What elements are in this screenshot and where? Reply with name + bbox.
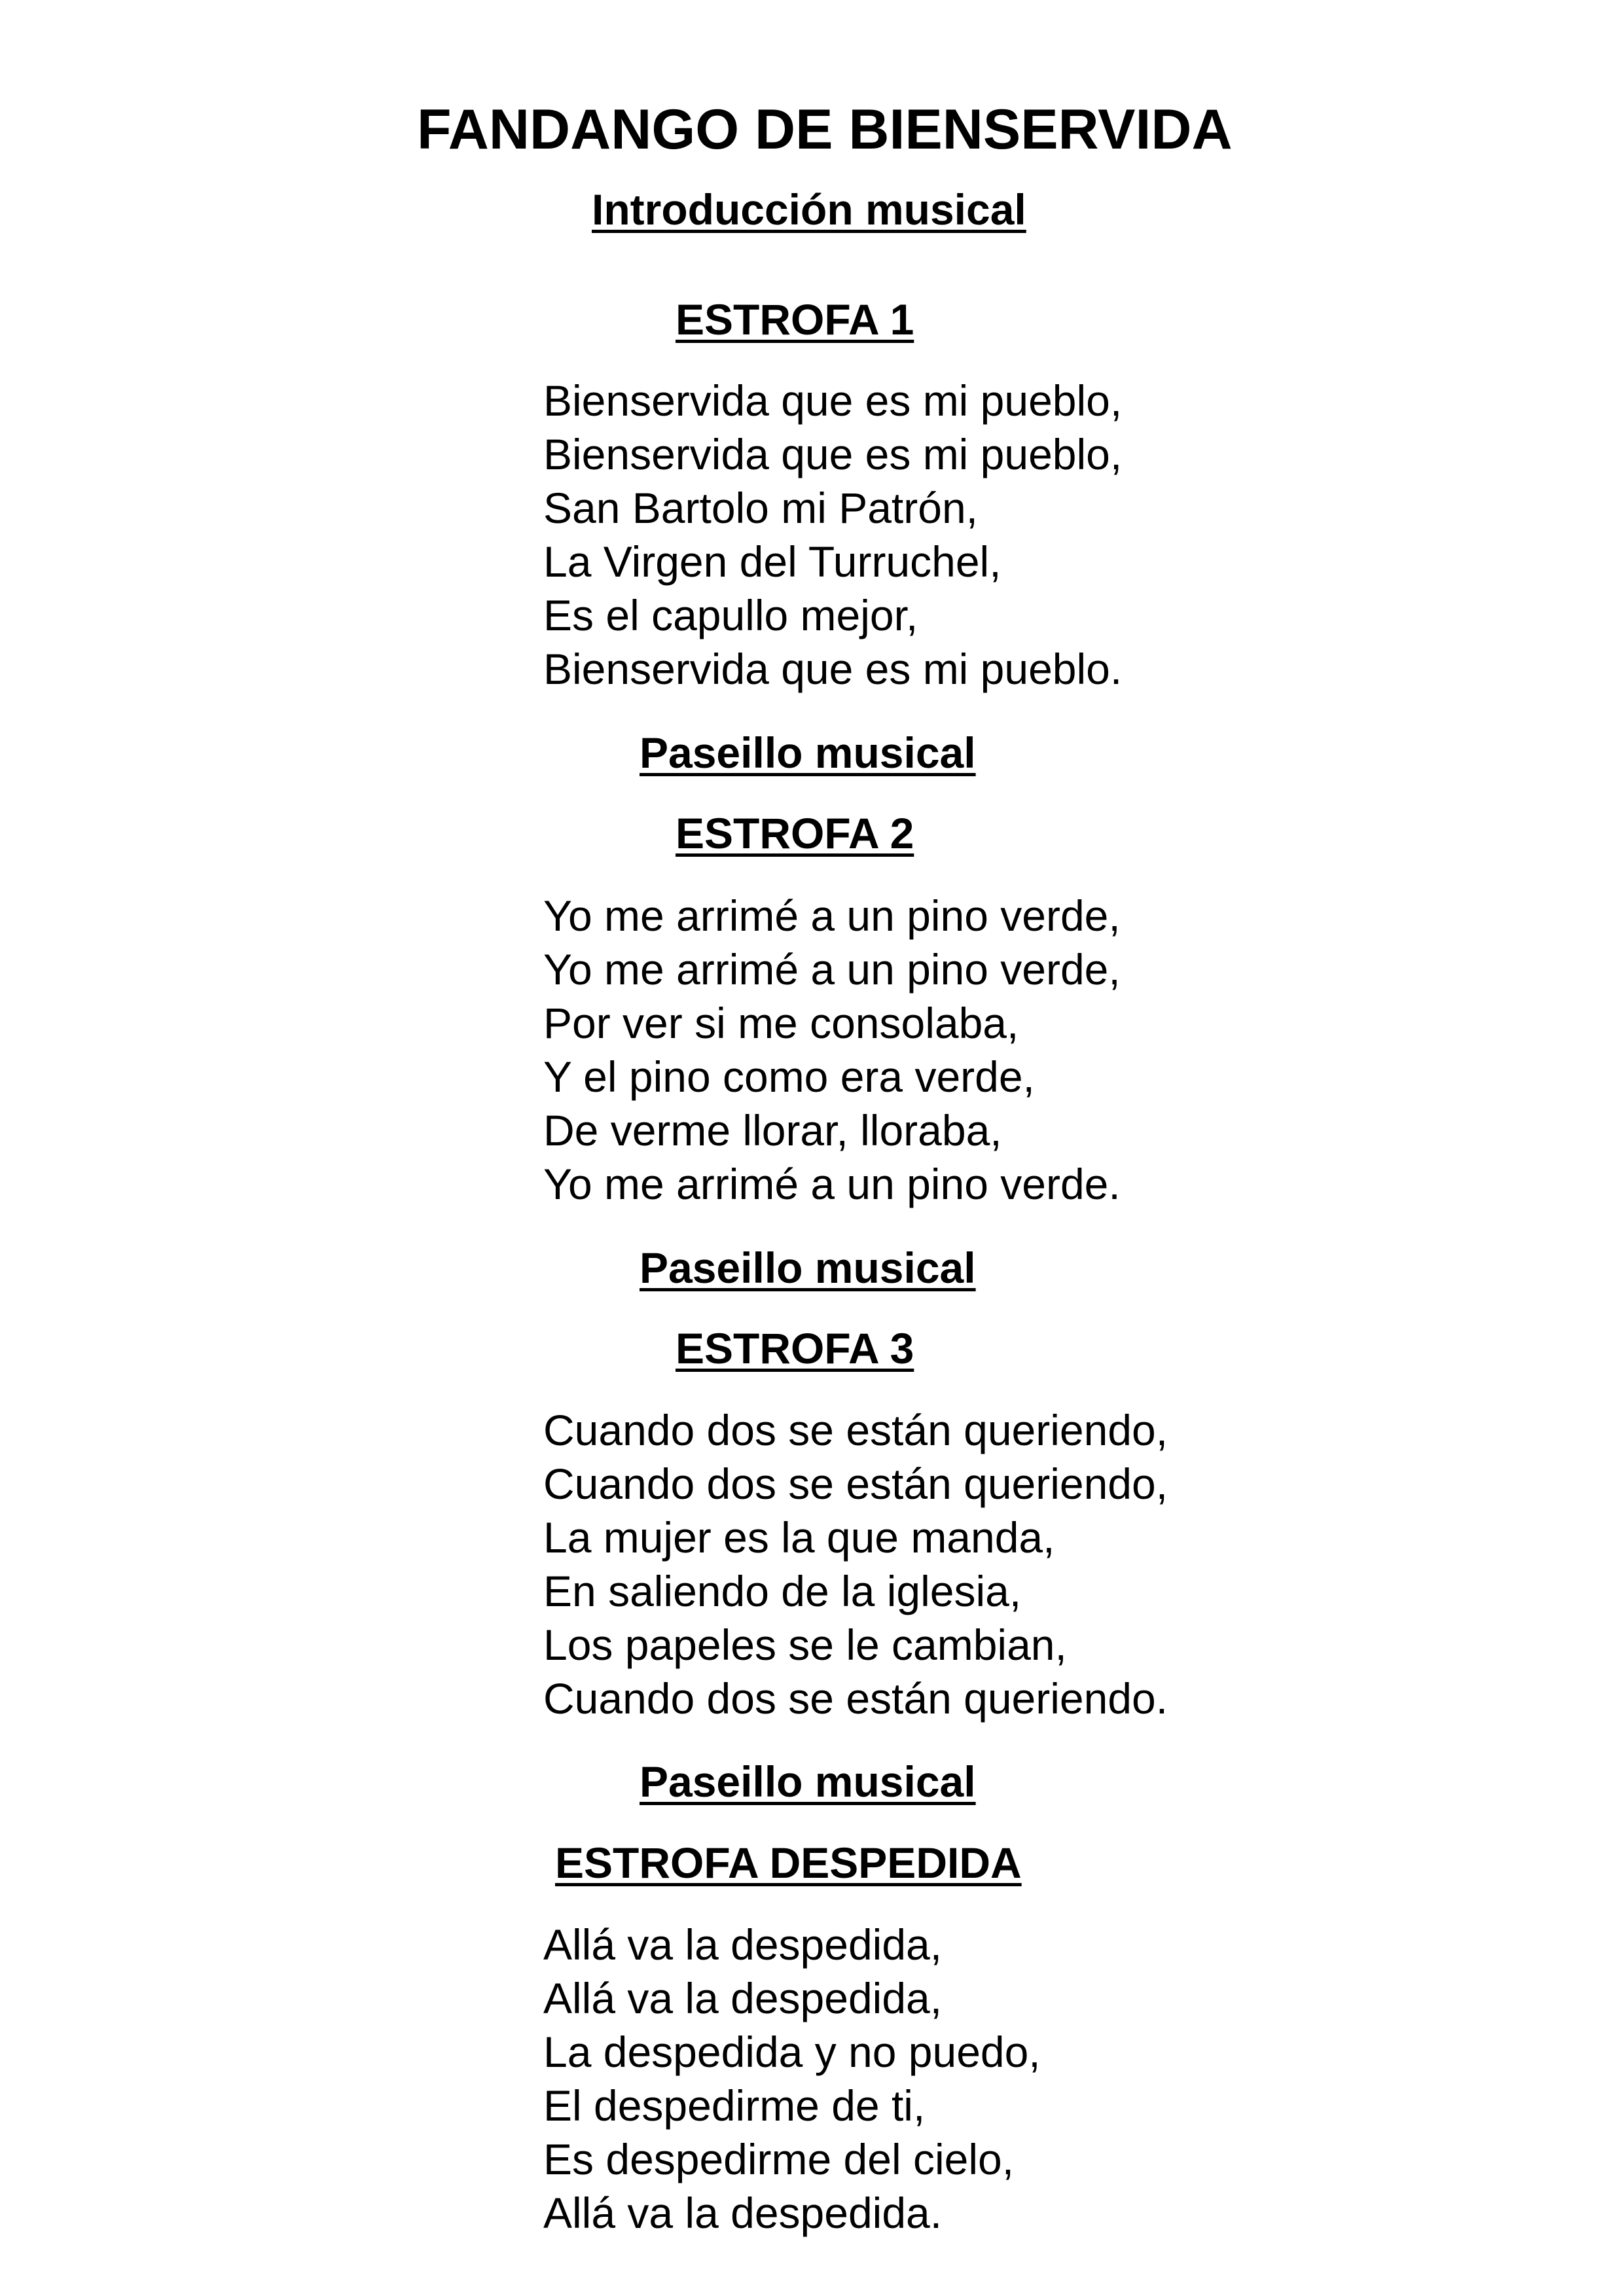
stanza-farewell-lyrics <box>543 1918 1041 2240</box>
lyric-line: Allá va la despedida, <box>543 1974 943 2022</box>
lyric-line: Cuando dos se están queriendo. <box>543 1674 1168 1723</box>
lyric-line: Yo me arrimé a un pino verde, <box>543 891 1121 940</box>
stanza-1-lyrics <box>543 374 1122 696</box>
lyric-line: San Bartolo mi Patrón, <box>543 484 978 532</box>
page-title: FANDANGO DE BIENSERVIDA <box>417 98 1233 161</box>
lyric-line: Yo me arrimé a un pino verde. <box>543 1160 1121 1208</box>
stanza-3-heading: ESTROFA 3 <box>676 1324 914 1372</box>
lyric-line: De verme llorar, lloraba, <box>543 1106 1002 1155</box>
lyric-line: Por ver si me consolaba, <box>543 999 1019 1047</box>
stanza-2-heading: ESTROFA 2 <box>676 809 914 857</box>
lyric-line: En saliendo de la iglesia, <box>543 1567 1022 1615</box>
stanza-2-lyrics <box>543 889 1121 1211</box>
stanza-farewell-heading: ESTROFA DESPEDIDA <box>555 1839 1022 1887</box>
interlude-3-heading: Paseillo musical <box>640 1757 976 1806</box>
lyric-line: Allá va la despedida, <box>543 1920 943 1969</box>
lyric-line: La mujer es la que manda, <box>543 1513 1055 1562</box>
lyric-line: La despedida y no puedo, <box>543 2028 1041 2076</box>
stanza-1-heading: ESTROFA 1 <box>676 295 914 344</box>
lyric-line: Cuando dos se están queriendo, <box>543 1460 1168 1508</box>
interlude-2-heading: Paseillo musical <box>640 1244 976 1292</box>
lyric-line: Cuando dos se están queriendo, <box>543 1406 1168 1454</box>
lyric-line: Bienservida que es mi pueblo, <box>543 376 1123 425</box>
intro-heading: Introducción musical <box>592 185 1026 234</box>
lyric-line: Y el pino como era verde, <box>543 1052 1035 1101</box>
lyric-line: Es el capullo mejor, <box>543 591 918 639</box>
stanza-3-lyrics <box>543 1403 1168 1725</box>
lyric-line: Yo me arrimé a un pino verde, <box>543 945 1121 994</box>
lyric-line: Los papeles se le cambian, <box>543 1621 1067 1669</box>
lyric-line: Allá va la despedida. <box>543 2189 943 2237</box>
lyric-line: El despedirme de ti, <box>543 2081 926 2130</box>
interlude-1-heading: Paseillo musical <box>640 728 976 777</box>
lyric-line: Bienservida que es mi pueblo, <box>543 430 1123 478</box>
lyric-line: Es despedirme del cielo, <box>543 2135 1015 2183</box>
lyric-line: Bienservida que es mi pueblo. <box>543 645 1123 693</box>
lyric-line: La Virgen del Turruchel, <box>543 537 1001 586</box>
